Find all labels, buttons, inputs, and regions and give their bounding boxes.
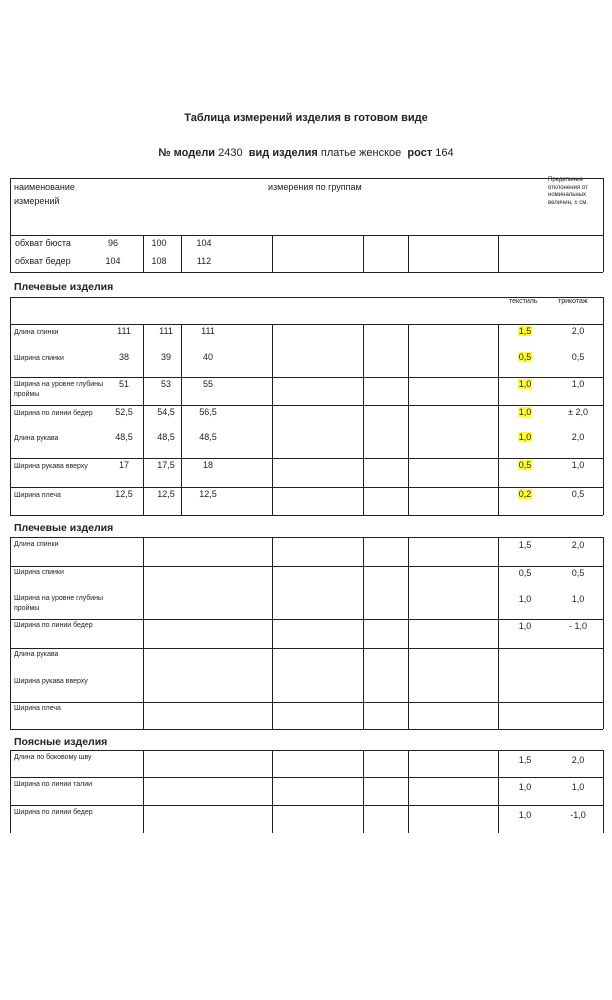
table-rule <box>10 566 603 567</box>
row-label: Ширина по линии бедер <box>14 809 93 816</box>
knit-tolerance: 2,0 <box>571 432 585 442</box>
table-rule <box>10 377 603 378</box>
row-value: 48,5 <box>199 432 217 442</box>
knit-tolerance: 0,5 <box>571 489 585 499</box>
table-rule <box>10 702 603 703</box>
table-column-rule <box>10 537 11 729</box>
table-rule <box>10 235 603 236</box>
column-knit-label: трикотаж <box>558 298 588 305</box>
textile-tolerance: 1,0 <box>518 782 532 792</box>
row-value: 12,5 <box>199 489 217 499</box>
model-info <box>0 147 612 159</box>
row-label: Ширина рукава вверху <box>14 463 88 470</box>
table-rule <box>10 648 603 649</box>
knit-tolerance: 1,0 <box>571 782 585 792</box>
header-tolerance-label: Предельные отклонения от номинальных величин, ± см. <box>548 177 588 206</box>
row-value: 54,5 <box>157 407 175 417</box>
row-value: 17 <box>118 460 129 470</box>
row-label: Длина спинки <box>14 541 59 548</box>
textile-tolerance: 0,5 <box>518 568 532 578</box>
header-name-label: измерений <box>14 196 60 206</box>
row-label: Ширина рукава вверху <box>14 678 88 685</box>
table-column-rule <box>603 750 604 833</box>
table-rule <box>10 324 603 325</box>
table-rule <box>10 458 603 459</box>
knit-tolerance: 1,0 <box>571 379 585 389</box>
table-rule <box>10 805 603 806</box>
section-title: Плечевые изделия <box>14 522 114 534</box>
section-title: Плечевые изделия <box>14 281 114 293</box>
table-column-rule <box>408 537 409 729</box>
table-column-rule <box>498 235 499 272</box>
table-column-rule <box>272 537 273 729</box>
row-value: 51 <box>118 379 129 389</box>
knit-tolerance: -1,0 <box>570 810 586 820</box>
table-rule <box>10 619 603 620</box>
textile-tolerance: 1,5 <box>518 755 532 765</box>
table-column-rule <box>603 297 604 325</box>
row-value: 48,5 <box>115 432 133 442</box>
knit-tolerance: 2,0 <box>571 755 585 765</box>
knit-tolerance: - 1,0 <box>568 621 587 631</box>
header-groups-label: измерения по группам <box>268 182 362 192</box>
column-textile-label: текстиль <box>509 298 538 305</box>
row-value: 39 <box>160 352 171 362</box>
knit-tolerance: 1,0 <box>571 460 585 470</box>
textile-tolerance: 1,5 <box>518 326 532 336</box>
row-label: Длина рукава <box>14 435 59 442</box>
textile-tolerance: 0,2 <box>518 489 532 499</box>
table-column-rule <box>408 750 409 833</box>
row-value: 40 <box>202 352 213 362</box>
table-column-rule <box>603 324 604 515</box>
row-label: Ширина спинки <box>14 569 64 576</box>
table-column-rule <box>363 235 364 272</box>
textile-tolerance: 1,0 <box>518 621 532 631</box>
row-value: 55 <box>202 379 213 389</box>
model-label: № модели <box>158 147 216 159</box>
kind-value: платье женское <box>320 147 402 159</box>
table-column-rule <box>408 324 409 515</box>
textile-tolerance: 1,0 <box>518 379 532 389</box>
table-column-rule <box>498 324 499 515</box>
table-column-rule <box>363 750 364 833</box>
row-value: 52,5 <box>115 407 133 417</box>
header-name-label: наименование <box>14 182 75 192</box>
table-column-rule <box>603 537 604 729</box>
knit-tolerance: ± 2,0 <box>568 407 588 417</box>
body-value: 104 <box>105 256 121 266</box>
body-value: 96 <box>107 238 118 248</box>
table-column-rule <box>10 750 11 833</box>
table-column-rule <box>272 235 273 272</box>
table-rule <box>10 297 603 298</box>
row-value: 111 <box>201 326 215 336</box>
table-rule <box>10 405 603 406</box>
row-value: 18 <box>202 460 213 470</box>
table-column-rule <box>10 297 11 325</box>
row-value: 12,5 <box>157 489 175 499</box>
table-column-rule <box>363 324 364 515</box>
row-label: Длина рукава <box>14 651 59 658</box>
textile-tolerance: 1,0 <box>518 407 532 417</box>
row-label: Длина спинки <box>14 329 59 336</box>
body-value: 112 <box>196 256 212 266</box>
body-value: 108 <box>151 256 167 266</box>
row-label: Ширина плеча <box>14 492 61 499</box>
table-column-rule <box>498 537 499 729</box>
row-label: Ширина спинки <box>14 355 64 362</box>
table-column-rule <box>603 178 604 235</box>
body-row-label: обхват бедер <box>15 256 71 266</box>
row-label: Ширина на уровне глубины проймы <box>14 595 104 612</box>
row-label: Длина по боковому шву <box>14 754 92 761</box>
table-rule <box>10 777 603 778</box>
row-label: Ширина плеча <box>14 705 61 712</box>
body-row-label: обхват бюста <box>15 238 71 248</box>
table-column-rule <box>272 750 273 833</box>
table-rule <box>10 750 603 751</box>
table-rule <box>10 487 603 488</box>
row-label: Ширина по линии талии <box>14 781 93 788</box>
table-column-rule <box>143 537 144 729</box>
table-column-rule <box>10 324 11 515</box>
knit-tolerance: 2,0 <box>571 540 585 550</box>
textile-tolerance: 1,5 <box>518 540 532 550</box>
row-label: Ширина на уровне глубины проймы <box>14 381 104 398</box>
table-rule <box>10 729 603 730</box>
table-column-rule <box>10 235 11 272</box>
table-rule <box>10 178 603 179</box>
textile-tolerance: 1,0 <box>518 432 532 442</box>
textile-tolerance: 0,5 <box>518 352 532 362</box>
body-value: 104 <box>196 238 212 248</box>
section-title: Поясные изделия <box>14 736 108 748</box>
textile-tolerance: 0,5 <box>518 460 532 470</box>
row-label: Ширина по линии бедер <box>14 622 93 629</box>
table-rule <box>10 537 603 538</box>
row-label: Ширина по линии бедер <box>14 410 93 417</box>
table-rule <box>10 272 603 273</box>
table-column-rule <box>363 537 364 729</box>
row-value: 111 <box>117 326 131 336</box>
table-column-rule <box>498 750 499 833</box>
row-value: 38 <box>118 352 129 362</box>
body-value: 100 <box>151 238 167 248</box>
model-number: 2430 <box>218 147 243 159</box>
height-label: рост <box>407 147 433 159</box>
row-value: 53 <box>160 379 171 389</box>
table-rule <box>10 515 603 516</box>
table-column-rule <box>143 750 144 833</box>
row-value: 48,5 <box>157 432 175 442</box>
knit-tolerance: 0,5 <box>571 352 585 362</box>
table-column-rule <box>272 324 273 515</box>
textile-tolerance: 1,0 <box>518 594 532 604</box>
row-value: 12,5 <box>115 489 133 499</box>
height-value: 164 <box>435 147 454 159</box>
textile-tolerance: 1,0 <box>518 810 532 820</box>
table-column-rule <box>10 178 11 235</box>
page-title: Таблица измерений изделия в готовом виде <box>184 112 428 124</box>
knit-tolerance: 0,5 <box>571 568 585 578</box>
table-column-rule <box>603 235 604 272</box>
kind-label: вид изделия <box>248 147 318 159</box>
row-value: 111 <box>159 326 173 336</box>
knit-tolerance: 2,0 <box>571 326 585 336</box>
row-value: 56,5 <box>199 407 217 417</box>
row-value: 17,5 <box>157 460 175 470</box>
knit-tolerance: 1,0 <box>571 594 585 604</box>
table-column-rule <box>408 235 409 272</box>
